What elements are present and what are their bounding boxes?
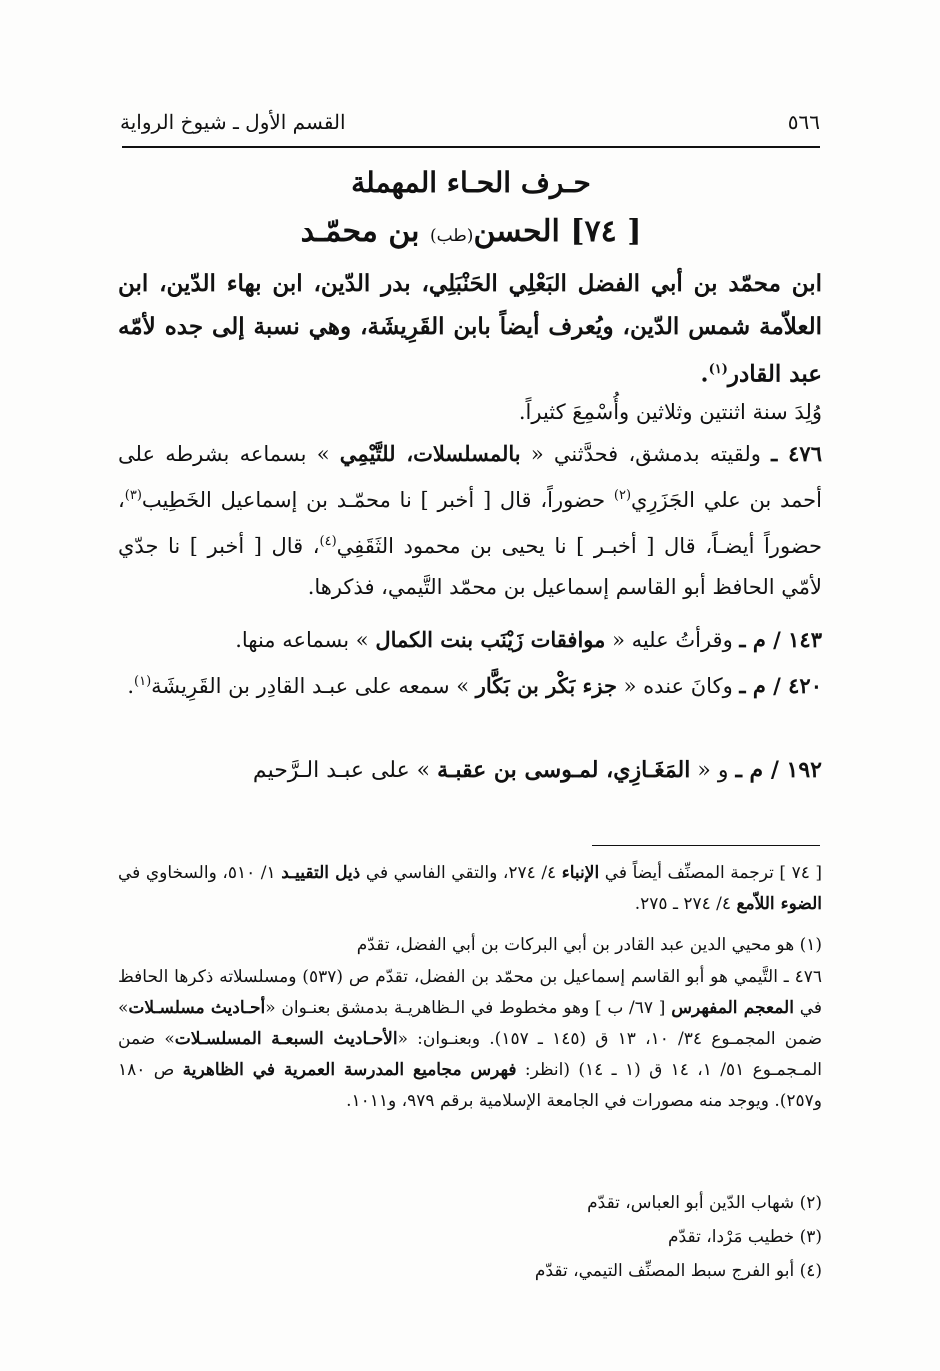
biography-end: . (700, 360, 709, 388)
fn-text: ٤٧٦ ـ التَّيمي هو أبو القاسم إسماعيل بن محمّد بن الفضل، تقدّم ص (٥٣٧) ومسلسلاته ذكرها الحافظ في (118, 967, 823, 1018)
entry-title-open: [ ٧٤] الحسن (473, 214, 642, 249)
birth-line: وُلِدَ سنة اثنتين وثلاثين وأُسْمِعَ كثيراً. (518, 400, 822, 424)
entry-text-end: . (127, 674, 135, 698)
m-entry-143 (118, 620, 822, 660)
section-title: حـرف الحـاء المهملة (351, 166, 591, 199)
fn-book-title: فهرس مجاميع المدرسة العمرية في الظاهرية (182, 1060, 517, 1080)
footnote-entry-74 (118, 858, 822, 920)
fn-book-title: ذيل التقييـد (281, 863, 361, 883)
narration-book-title: بالمسلسلات، للتَّيْمِي (339, 441, 521, 466)
entry-text-a: وقرأتُ عليه « (605, 628, 740, 652)
footnote-2: (٢) شهاب الدّين أبو العباس، تقدّم (587, 1193, 822, 1213)
entry-text-b: » سمعه على عبـد القادِر بن القَرِيشَة (151, 674, 476, 698)
fn-book-title: أحـاديث مسلسـلات (128, 998, 266, 1018)
m-entry-420 (118, 662, 822, 706)
narration-text-d: ، حضوراً أيضـاً، قال [ أخبـر ] نا يحيى بن محمود الثَقَفِي (118, 488, 822, 558)
running-title: القسم الأول ـ شيوخ الرواية (120, 110, 346, 134)
entry-book-title: جزء بَكْر بن بَكَّار (475, 673, 617, 698)
entry-title-symbol: (طب) (429, 226, 474, 246)
fn-book-title: الأحـاديث السبعـة المسلسـلات (174, 1029, 398, 1049)
page-header (120, 108, 820, 142)
footnote-rule (592, 845, 820, 846)
fn-text: ص ١٨٠ و٢٥٧). ويوجد منه مصورات في الجامعة الإسلامية برقم ٩٧٩، و١٠١١. (118, 1060, 822, 1111)
footnote-4: (٤) أبو الفرج سبط المصنِّف التيمي، تقدّم (534, 1261, 822, 1281)
fn-text: ٤/ ٢٧٤، والتقي الفاسي في (360, 863, 562, 883)
entry-text-b: » بسماعه منها. (235, 628, 376, 652)
entry-text-a: و « (690, 758, 736, 783)
footnote-ref: (٢) (613, 488, 632, 503)
entry-title (122, 214, 820, 249)
fn-text: [ ٧٤ ] ترجمة المصنِّف أيضاً في (599, 863, 823, 883)
narration-number: ٤٧٦ ـ (771, 441, 822, 466)
entry-number: ١٩٢ / م ـ (735, 757, 822, 783)
entry-book-title: موافقات زَيْنَب بنت الكمال (375, 627, 606, 652)
entry-text-a: وكانَ عنده « (616, 674, 740, 698)
fn-book-title: الضوء اللاّمع (736, 894, 822, 914)
narration-text-b: » بسماعه بشرطه على أحمد بن علي الجَزَرِي (118, 442, 822, 512)
biography-paragraph (118, 262, 822, 396)
fn-text: » ضمن المجمـوع ٣٤/ ١٠، ١٣ ق (١٤٥ ـ ١٥٧). وبعنـوان: « (118, 998, 823, 1049)
footnote-ref: (٤) (319, 534, 337, 549)
footnote-ref: (١) (708, 362, 728, 377)
entry-text-b: » على عبـد الـرَّحيم (252, 758, 438, 783)
narration-text-c: حضوراً، قال [ أخبر ] نا محمّـد بن إسماعيل الخَطِيب (141, 488, 614, 512)
entry-title-close: بن محمّـد (300, 214, 430, 249)
footnote-ref: (٣) (124, 488, 142, 503)
footnote-476 (118, 962, 822, 1117)
footnote-1: (١) هو محيي الدين عبد القادر بن أبي البركات بن أبي الفضل، تقدّم (356, 935, 822, 955)
narration-paragraph (118, 433, 822, 608)
footnote-3: (٣) خطيب مَرْدا، تقدّم (668, 1227, 822, 1247)
narration-text-a: ولقيته بدمشق، فحدَّثني « (520, 442, 772, 466)
entry-number: ٤٢٠ / م ـ (739, 673, 822, 698)
m-entry-192 (118, 750, 822, 791)
entry-number: ١٤٣ / م ـ (739, 627, 822, 652)
fn-text: » ضمن المـجمـوع ٥١/ ١، ١٤ ق (١ ـ ١٤) (انظر: (118, 1029, 823, 1080)
header-rule (122, 146, 820, 148)
narration-text-e: ، قال [ أخبر ] نا جدّي لأمّي الحافظ أبو القاسم إسماعيل بن محمّد التَّيمي، فذكرها. (118, 534, 822, 599)
biography-text: ابن محمّد بن أبي الفضل البَعْلِي الحَنْبَلِي، بدر الدّين، ابن بهاء الدّين، ابن العلاّمة شمس الدّين، ويُعرف أيضاً بابن القَرِيشَة، وهي نسبة إلى جده لأمّه عبد القادر (118, 270, 822, 388)
fn-text: [ ٦٧/ ب ] وهو مخطوط في الـظاهريـة بدمشق بعنـوان « (265, 998, 672, 1018)
fn-book-title: الإنباء (561, 863, 600, 883)
entry-book-title: المَغَـازِي، لمـوسى بن عقبـة (437, 757, 691, 783)
page-number: ٥٦٦ (787, 110, 820, 134)
fn-book-title: المعجم المفهرس (671, 998, 794, 1018)
footnote-ref: (١) (134, 674, 152, 689)
fn-text: ٤/ ٢٧٤ ـ ٢٧٥. (634, 894, 737, 914)
fn-text: ١/ ٥١٠، والسخاوي في (118, 863, 282, 883)
